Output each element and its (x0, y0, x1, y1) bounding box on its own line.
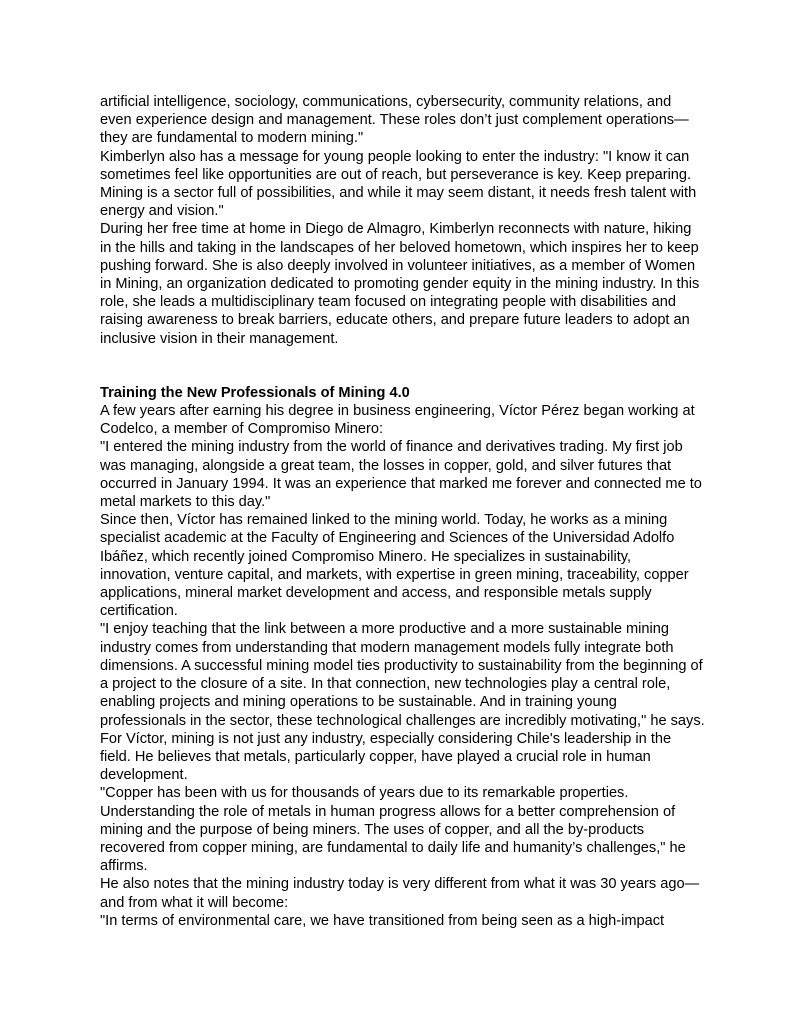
paragraph: "In terms of environmental care, we have transitioned from being seen as a high-impact (100, 912, 665, 929)
section-kimberlyn (100, 93, 705, 348)
paragraph: A few years after earning his degree in business engineering, Víctor Pérez began working at Codelco, a member of Compromiso Minero: (100, 403, 695, 438)
section-spacer (100, 348, 705, 384)
paragraph: "I entered the mining industry from the world of finance and derivatives trading. My first job was managing, alongside a great team, the losses in copper, gold, and silver futures that occurred in January 1994. It was an experience that marked me forever and connected me to metal markets to this day." (100, 439, 702, 511)
section-victor (100, 384, 705, 930)
paragraph: Kimberlyn also has a message for young people looking to enter the industry: "I know it can sometimes feel like opportunities are out of reach, but perseverance is key. Keep preparing. Mining is a sector full of possibilities, and while it may seem distant, it needs fresh talent with energy and vision." (100, 148, 697, 220)
paragraph: "I enjoy teaching that the link between a more productive and a more sustainable mining industry comes from understanding that modern management models fully integrate both dimensions. A successful mining model ties productivity to sustainability from the beginning of a project to the closure of a site. In that connection, new technologies play a central role, enabling projects and mining operations to be sustainable. And in training young professionals in the sector, these technological challenges are incredibly motivating," he says. (100, 621, 705, 729)
paragraph: During her free time at home in Diego de Almagro, Kimberlyn reconnects with nature, hiking in the hills and taking in the landscapes of her beloved hometown, which inspires her to keep pushing forward. She is also deeply involved in volunteer initiatives, as a member of Women in Mining, an organization dedicated to promoting gender equity in the mining industry. In this role, she leads a multidisciplinary team focused on integrating people with disabilities and raising awareness to break barriers, educate others, and prepare future leaders to adopt an inclusive vision in their management. (100, 221, 700, 347)
paragraph: Since then, Víctor has remained linked to the mining world. Today, he works as a mining specialist academic at the Faculty of Engineering and Sciences of the Universidad Adolfo Ibáñez, which recently joined Compromiso Minero. He specializes in sustainability, innovation, venture capital, and markets, with expertise in green mining, traceability, copper applications, mineral market development and access, and responsible metals supply certification. (100, 512, 689, 620)
paragraph: "Copper has been with us for thousands of years due to its remarkable properties. Understanding the role of metals in human progress allows for a better comprehension of mining and the purpose of being miners. The uses of copper, and all the by-products recovered from copper mining, are fundamental to daily life and humanity’s challenges," he affirms. (100, 785, 686, 875)
document-page (100, 93, 705, 930)
section-heading: Training the New Professionals of Mining 4.0 (100, 384, 410, 401)
paragraph: For Víctor, mining is not just any industry, especially considering Chile's leadership in the field. He believes that metals, particularly copper, have played a crucial role in human development. (100, 730, 672, 784)
paragraph: He also notes that the mining industry today is very different from what it was 30 years ago—and from what it will become: (100, 876, 700, 911)
paragraph: artificial intelligence, sociology, communications, cybersecurity, community relations, and even experience design and management. These roles don’t just complement operations—they are fundamental to modern mining." (100, 94, 689, 147)
